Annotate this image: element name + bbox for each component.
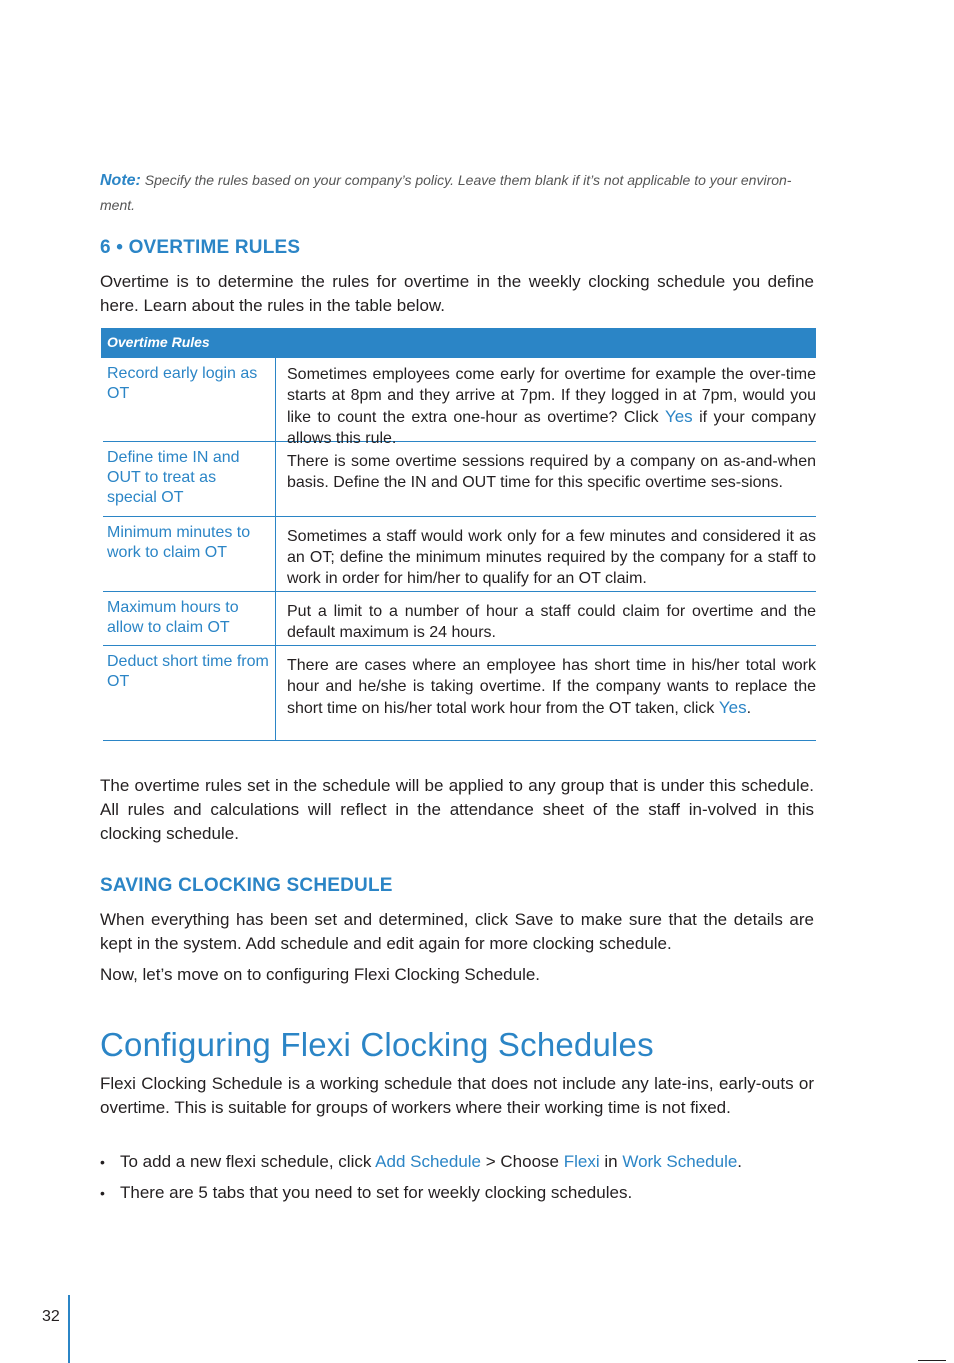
bullet-text: in: [599, 1152, 623, 1171]
flexi-link: Flexi: [563, 1152, 600, 1171]
table-header: Overtime Rules: [101, 328, 816, 358]
desc-text: if your company allows this rule.: [287, 409, 816, 447]
desc-text: Sometimes employees come early for overtime for example the over-time starts at 8pm and they arrive at 7pm. If they logged in at 7pm, would you like to count the extra one-hour as overtime? Click: [287, 366, 816, 426]
yes-link: Yes: [664, 407, 693, 426]
rule-name: Deduct short time from OT: [103, 646, 276, 740]
bullet-text: .: [737, 1152, 743, 1171]
rule-name: Define time IN and OUT to treat as special OT: [103, 442, 276, 516]
note-label: Note:: [100, 172, 141, 189]
overtime-rules-table: [101, 328, 816, 741]
list-item: • There are 5 tabs that you need to set for weekly clocking schedules.: [100, 1181, 814, 1205]
note: [100, 168, 814, 217]
page-number-rule: [68, 1295, 70, 1363]
table-row: [103, 592, 816, 646]
rule-description: There is some overtime sessions required by a company on as-and-when basis. Define the IN and OUT time for this specific overtime ses-sions.: [287, 453, 816, 491]
saving-next: Now, let’s move on to configuring Flexi Clocking Schedule.: [100, 965, 541, 984]
add-schedule-link: Add Schedule: [375, 1152, 482, 1171]
rule-name: Minimum minutes to work to claim OT: [103, 517, 276, 591]
saving-paragraph: When everything has been set and determined, click Save to make sure that the details are kept in the system. Add schedule and edit again for more clocking schedule.: [100, 910, 814, 953]
rule-name: Record early login as OT: [103, 358, 276, 441]
table-row: [103, 517, 816, 592]
page-number: 32: [42, 1308, 60, 1325]
corner-rule: [918, 1360, 946, 1361]
flexi-intro: Flexi Clocking Schedule is a working schedule that does not include any late-ins, early-outs or overtime. This is suitable for groups of workers where their working time is not fixed.: [100, 1074, 814, 1117]
work-schedule-link: Work Schedule: [622, 1152, 738, 1171]
table-row: [103, 646, 816, 741]
desc-text: .: [746, 700, 752, 717]
rule-description: Sometimes a staff would work only for a few minutes and considered it as an OT; define the minimum minutes required by the company for a staff to work in order for him/her to qualify for an OT claim.: [287, 528, 816, 587]
rule-name: Maximum hours to allow to claim OT: [103, 592, 276, 645]
note-text: Specify the rules based on your company’s policy. Leave them blank if it’s not applicable to your environ-ment.: [100, 172, 792, 213]
rule-description: [276, 358, 816, 447]
desc-text: There are cases where an employee has short time in his/her total work hour and he/she is taking overtime. If the company wants to replace the short time on his/her total work hour from the OT taken, click: [287, 657, 816, 717]
list-item: [100, 1150, 814, 1174]
yes-link: Yes: [718, 698, 747, 717]
saving-heading: SAVING CLOCKING SCHEDULE: [100, 875, 393, 896]
rule-description: Put a limit to a number of hour a staff could claim for overtime and the default maximum is 24 hours.: [287, 603, 816, 641]
flexi-bullets: [100, 1150, 814, 1212]
bullet-text: > Choose: [481, 1152, 564, 1171]
bullet-text: To add a new flexi schedule, click: [120, 1152, 376, 1171]
table-row: [103, 358, 816, 447]
overtime-outro: The overtime rules set in the schedule will be applied to any group that is under this schedule. All rules and calculations will reflect in the attendance sheet of the staff in-volved in this clocking schedule.: [100, 776, 814, 843]
rule-description: [276, 646, 816, 740]
overtime-intro: Overtime is to determine the rules for overtime in the weekly clocking schedule you define here. Learn about the rules in the table below.: [100, 272, 814, 315]
flexi-title: Configuring Flexi Clocking Schedules: [100, 1026, 654, 1063]
table-row: [103, 442, 816, 517]
overtime-rules-heading: 6 • OVERTIME RULES: [100, 237, 301, 258]
